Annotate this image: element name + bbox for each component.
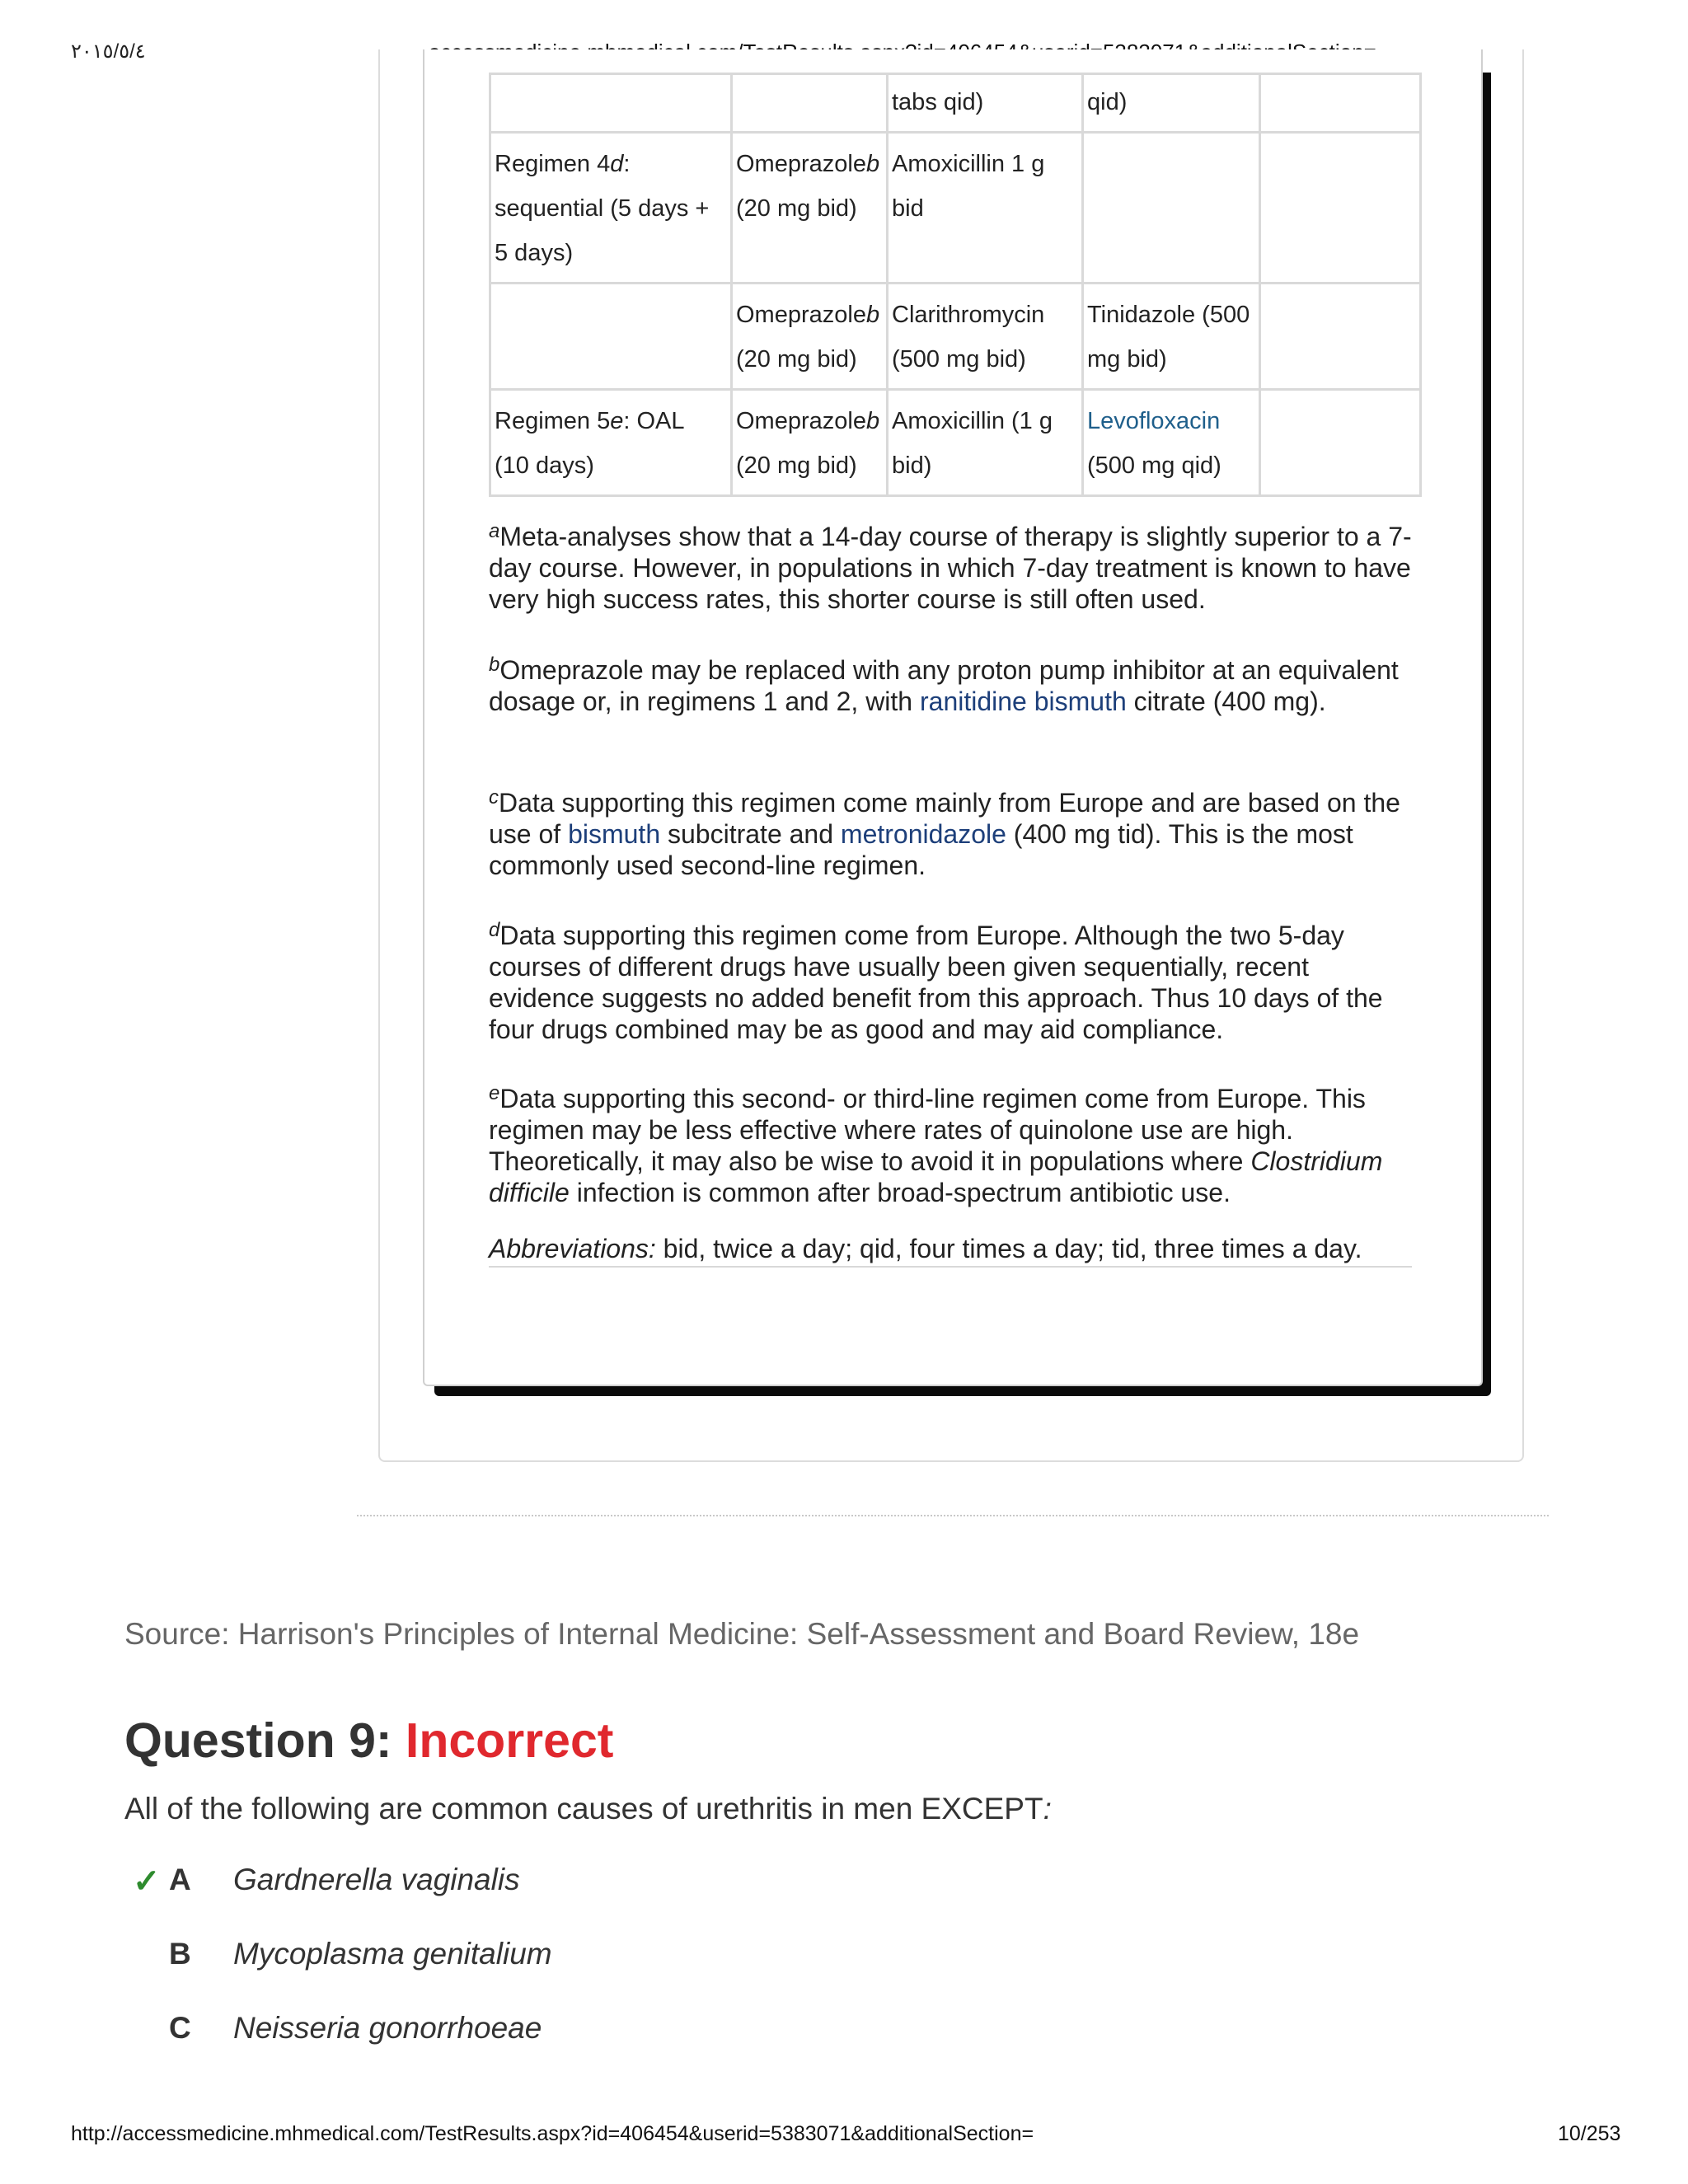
option-letter: A <box>169 1863 191 1896</box>
source-citation: Source: Harrison's Principles of Internal Medicine: Self-Assessment and Board Review, 18e <box>124 1617 1360 1651</box>
table-cell: Amoxicillin (1 g bid) <box>888 390 1083 496</box>
table-cell: Regimen 5e: OAL (10 days) <box>490 390 732 496</box>
table-cell: Levofloxacin (500 mg qid) <box>1083 390 1260 496</box>
check-icon: ✓ <box>133 1863 161 1900</box>
footnote-a: $^a$Meta-analyses show that a 14-day course of therapy is slightly superior to a 7-day course. However, in populations in which 7-day treatment is known to have very high success rates, this shorter course is still often used. <box>489 520 1412 614</box>
footnote-b: $^b$Omeprazole may be replaced with any proton pump inhibitor at an equivalent dosage or, in regimens 1 and 2, with ranitidine bismuth citrate (400 mg). <box>489 654 1399 716</box>
abbreviations-note: Abbreviations: bid, twice a day; qid, four times a day; tid, three times a day. <box>489 1234 1362 1263</box>
table-cell: Clarithromycin (500 mg bid) <box>888 284 1083 390</box>
option-letter: B <box>169 1937 191 1971</box>
table-cell: Omeprazoleb (20 mg bid) <box>732 133 888 284</box>
section-divider <box>357 1515 1549 1516</box>
metronidazole-link[interactable]: metronidazole <box>840 819 1006 849</box>
page-number: 10/253 <box>1558 2122 1621 2145</box>
table-cell: Regimen 4d: sequential (5 days + 5 days) <box>490 133 732 284</box>
table-cell: Tinidazole (500 mg bid) <box>1083 284 1260 390</box>
bismuth-link[interactable]: bismuth <box>568 819 661 849</box>
option-text: Mycoplasma genitalium <box>233 1937 552 1971</box>
option-text: Gardnerella vaginalis <box>233 1863 520 1896</box>
footnote-d: $^d$Data supporting this regimen come from Europe. Although the two 5-day courses of different drugs have usually been given sequentially, recent evidence suggests no added benefit from this approach. Thus 10 days of the four drugs combined may be as good and may aid compliance. <box>489 919 1383 1044</box>
question-text: All of the following are common causes of urethritis in men EXCEPT: <box>124 1792 1052 1825</box>
table-cell: Amoxicillin 1 g bid <box>888 133 1083 284</box>
table-cell: Omeprazoleb (20 mg bid) <box>732 284 888 390</box>
ranitidine-bismuth-link[interactable]: ranitidine bismuth <box>919 687 1127 716</box>
print-footer-url: http://accessmedicine.mhmedical.com/TestResults.aspx?id=406454&userid=5383071&additionalSection= <box>71 2122 1034 2145</box>
footnote-e: $^e$Data supporting this second- or third-line regimen come from Europe. This regimen may be less effective where rates of quinolone use are high. Theoretically, it may also be wise to avoid it in populations where Clostridium difficile infection is common after broad-spectrum antibiotic use. <box>489 1082 1383 1207</box>
table-cell: Omeprazoleb (20 mg bid) <box>732 390 888 496</box>
question-title: Question 9: Incorrect <box>124 1713 614 1768</box>
table-row <box>490 390 1421 496</box>
table-row <box>490 284 1421 390</box>
option-letter: C <box>169 2011 191 2045</box>
abbreviations-underline <box>489 1266 1412 1268</box>
table-row <box>490 133 1421 284</box>
table-cell: tabs qid) <box>888 74 1083 133</box>
incorrect-status: Incorrect <box>405 1713 614 1768</box>
option-text: Neisseria gonorrhoeae <box>233 2011 542 2045</box>
levofloxacin-link[interactable]: Levofloxacin <box>1087 408 1221 434</box>
table-cell: qid) <box>1083 74 1260 133</box>
table-row <box>490 74 1421 133</box>
footnote-c: $^c$Data supporting this regimen come mainly from Europe and are based on the use of bismuth subcitrate and metronidazole (400 mg tid). This is the most commonly used second-line regimen. <box>489 786 1400 880</box>
regimen-table <box>489 73 1422 497</box>
print-date: ٢٠١٥/٥/٤ <box>71 40 146 63</box>
